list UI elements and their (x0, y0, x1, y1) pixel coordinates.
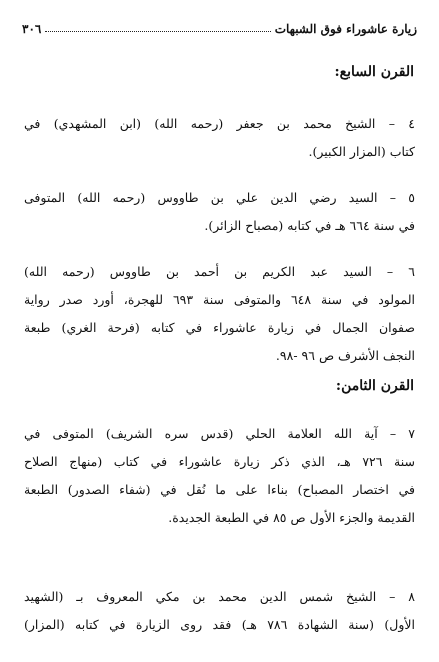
paragraph-line: ٦ – السيد عبد الكريم بن أحمد بن طاووس (رحمه الله) (24, 264, 415, 279)
paragraph-line: في سنة ٦٦٤ هـ في كتابه (مصباح الزائر). (204, 218, 415, 233)
paragraph-line: في اختصار المصباح) بناءا على ما نُقل في (شفاء الصدور) الطبعة (24, 482, 415, 497)
paragraph-line: القديمة والجزء الأول ص ٨٥ في الطبعة الجديدة. (168, 510, 415, 525)
paragraph-item-7 (24, 420, 415, 532)
header-dotted-leader (45, 30, 270, 32)
section-heading-seventh-century: القرن السابع: (334, 64, 414, 80)
paragraph-line: ٨ – الشيخ شمس الدين محمد بن مكي المعروف بـ (الشهيد (24, 589, 415, 604)
paragraph-item-8 (24, 583, 415, 639)
paragraph-line: سنة ٧٢٦ هـ، الذي ذكر زيارة عاشوراء في كتاب (منهاج الصلاح (24, 454, 415, 469)
paragraph-line: المولود في سنة ٦٤٨ والمتوفى سنة ٦٩٣ للهجرة، أورد صدر رواية (24, 292, 415, 307)
paragraph-line: ٧ – آية الله العلامة الحلي (قدس سره الشريف) المتوفى في (24, 426, 415, 441)
section-heading-eighth-century: القرن الثامن: (335, 378, 414, 394)
paragraph-line: ٥ – السيد رضي الدين علي بن طاووس (رحمه الله) المتوفى (24, 190, 415, 205)
running-title: زيارة عاشوراء فوق الشبهات (274, 22, 417, 36)
paragraph-item-5 (24, 184, 415, 240)
paragraph-line: الأول) (سنة الشهادة ٧٨٦ هـ) فقد روى الزيارة في كتابه (المزار) (24, 617, 415, 632)
paragraph-line: صفوان الجمال في زيارة عاشوراء في كتابه (فرحة الغري) طبعة (24, 320, 415, 335)
paragraph-line: كتاب (المزار الكبير). (308, 144, 415, 159)
paragraph-item-4 (24, 110, 415, 166)
running-header (22, 14, 417, 36)
paragraph-item-6 (24, 258, 415, 370)
paragraph-line: ٤ – الشيخ محمد بن جعفر (رحمه الله) (ابن المشهدي) في (24, 116, 415, 131)
page-number: ٣٠٦ (22, 22, 42, 36)
paragraph-line: النجف الأشرف ص ٩٦ -٩٨. (275, 348, 415, 363)
